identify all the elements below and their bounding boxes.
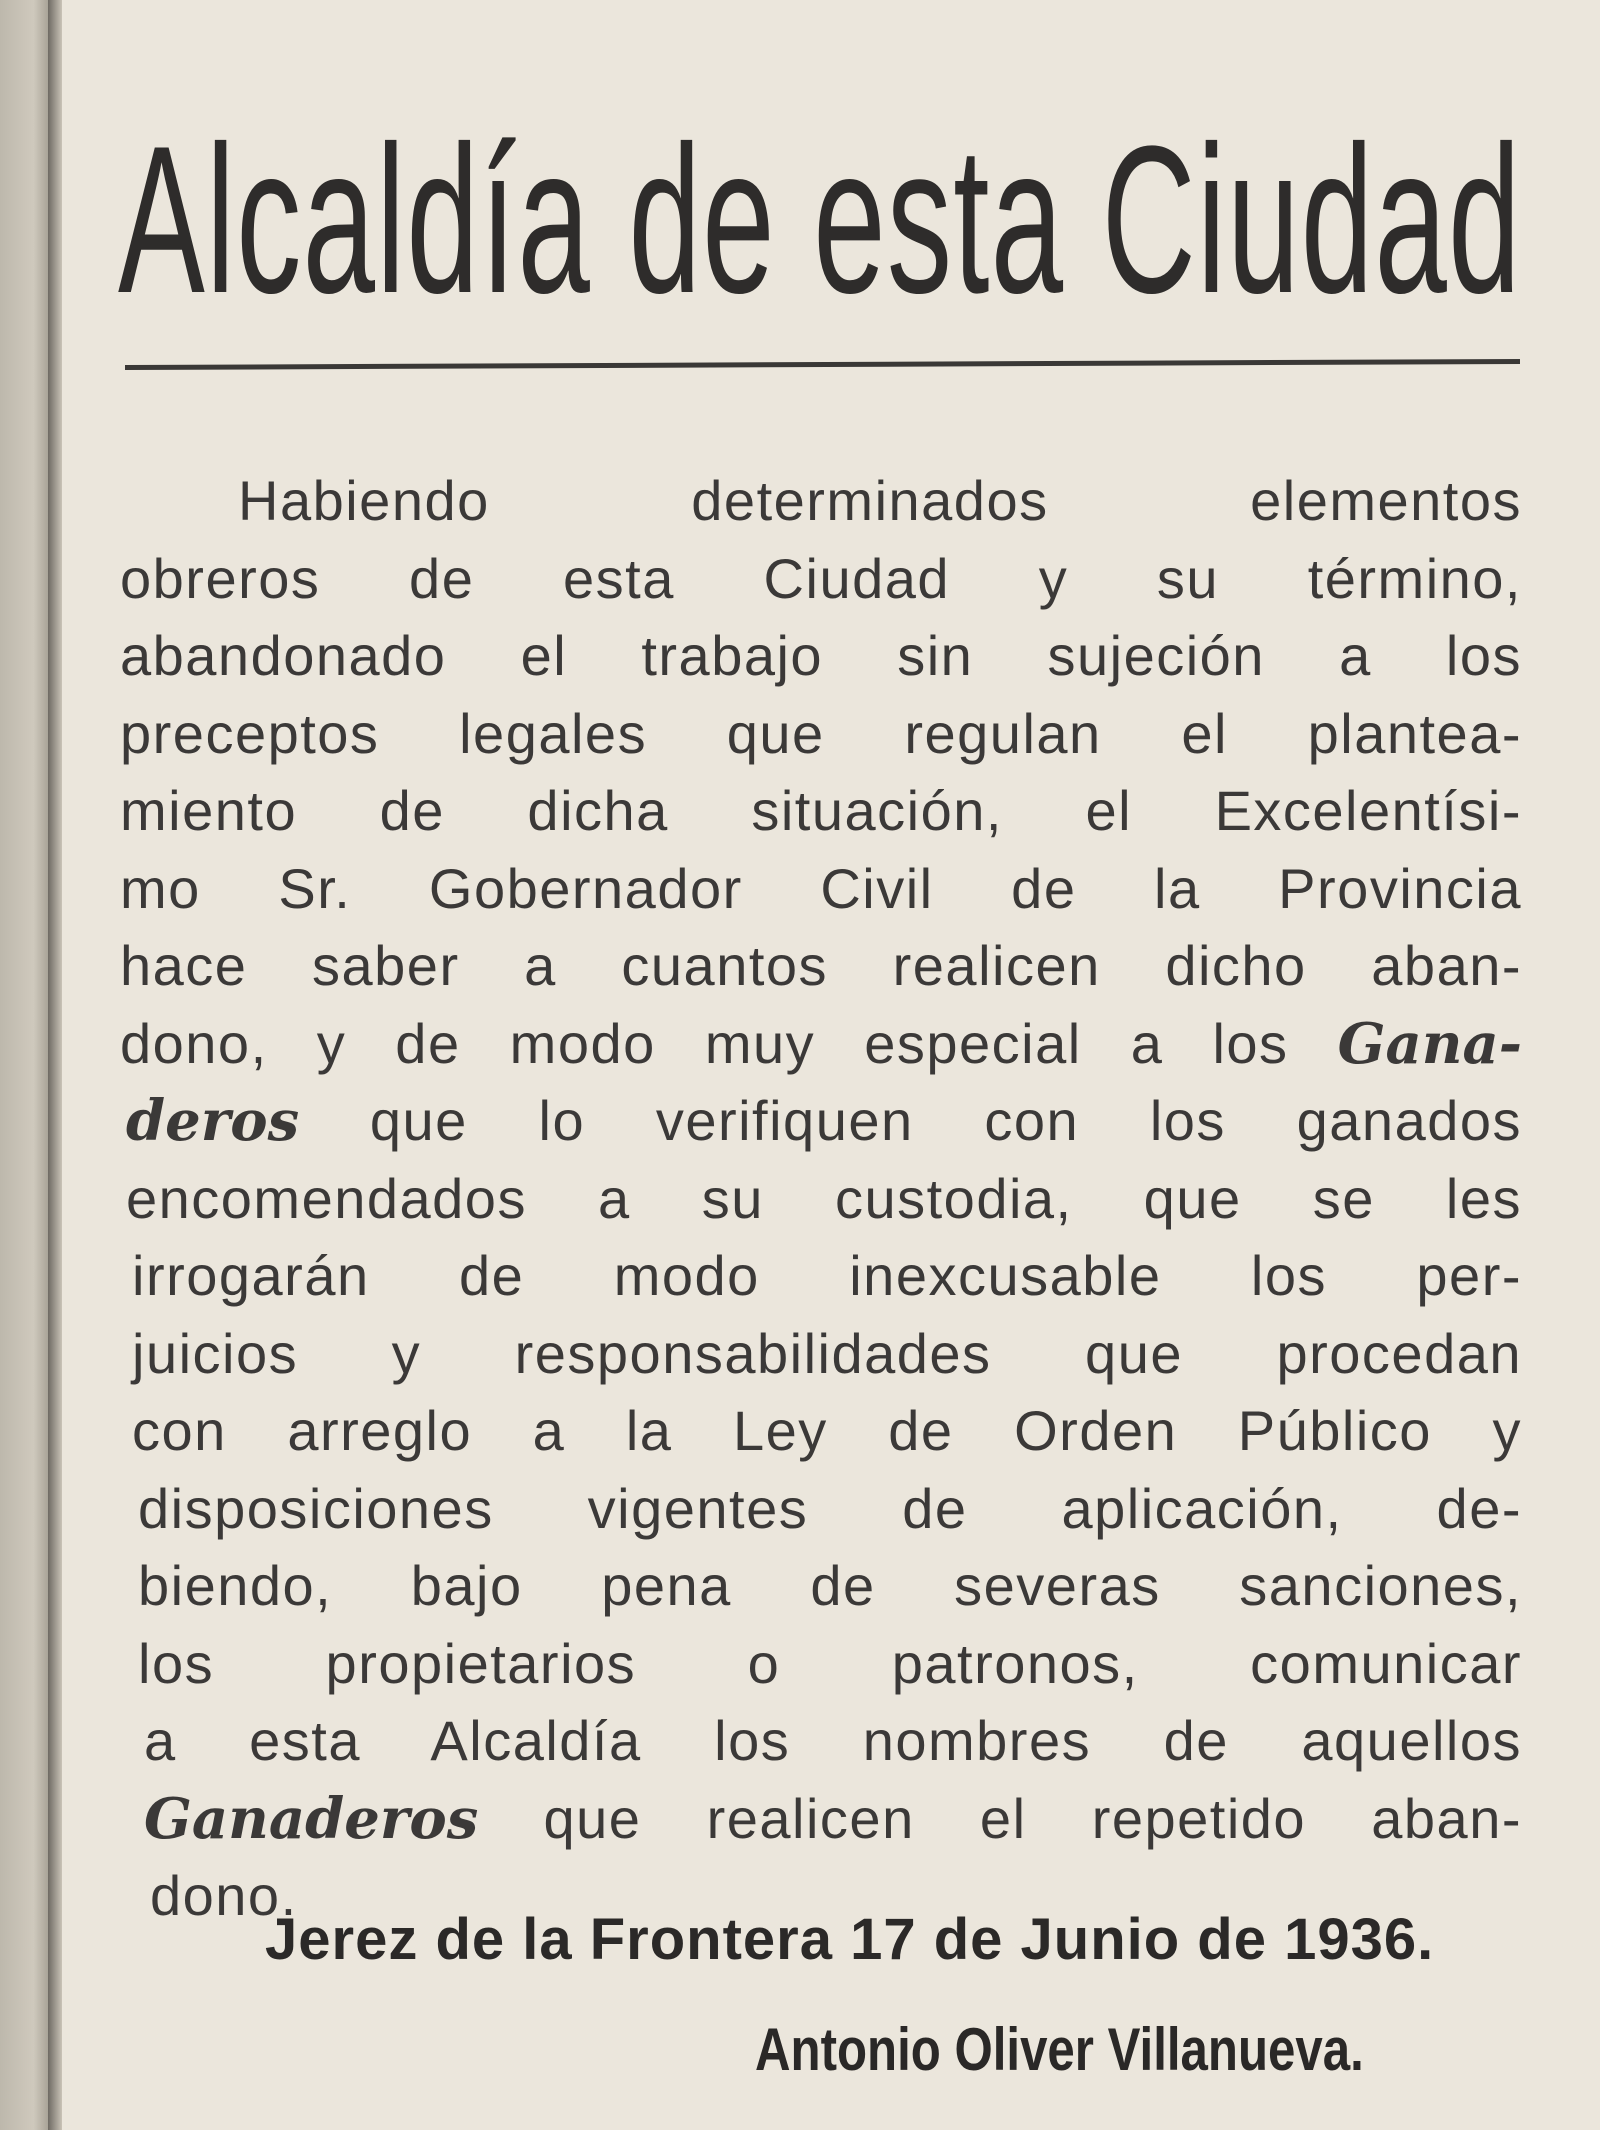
body-line: abandonado el trabajo sin sujeción a los [120, 624, 1522, 687]
body-line: disposiciones vigentes de aplicación, de- [138, 1476, 1522, 1540]
book-spine [0, 0, 48, 2130]
body-line-with-emphasis [120, 1780, 1522, 1858]
body-line: a esta Alcaldía los nombres de aquellos [144, 1709, 1522, 1772]
gutter-shadow [48, 0, 62, 2130]
body-line: con arreglo a la Ley de Orden Público y [132, 1399, 1522, 1462]
body-line: preceptos legales que regulan el plantea- [120, 701, 1522, 765]
body-line: los propietarios o patronos, comunicar [138, 1631, 1522, 1695]
notice-body [120, 462, 1522, 1935]
notice-title: Alcaldía de esta Ciudad [118, 102, 1522, 337]
date-line: Jerez de la Frontera 17 de Junio de 1936. [265, 1907, 1435, 1972]
body-text: dono, y de modo muy especial a los [120, 1011, 1289, 1075]
emphasis-ganaderos: Ganaderos [144, 1785, 479, 1852]
body-line: dono. [150, 1864, 298, 1927]
body-line: mo Sr. Gobernador Civil de la Provincia [120, 856, 1522, 920]
body-line: obreros de esta Ciudad y su término, [120, 546, 1522, 610]
body-line: Habiendo determinados elementos [238, 469, 1522, 532]
body-line: biendo, bajo pena de severas sanciones, [138, 1554, 1522, 1617]
emphasis-ganaderos-end: deros [126, 1088, 300, 1154]
body-line-with-emphasis [120, 1005, 1522, 1083]
body-text: que realicen el repetido aban- [543, 1786, 1522, 1850]
body-line: irrogarán de modo inexcusable los per- [132, 1244, 1522, 1307]
body-line: juicios y responsabilidades que procedan [132, 1321, 1522, 1385]
emphasis-ganaderos-start: Gana- [1337, 1010, 1523, 1077]
body-text: que lo verifiquen con los ganados [369, 1089, 1522, 1152]
body-line: encomendados a su custodia, que se les [126, 1166, 1522, 1230]
body-line-with-emphasis [120, 1082, 1522, 1160]
signature: Antonio Oliver Villanueva. [755, 2016, 1364, 2083]
body-line: miento de dicha situación, el Excelentísi- [120, 779, 1522, 842]
body-line: hace saber a cuantos realicen dicho aban- [120, 934, 1522, 997]
